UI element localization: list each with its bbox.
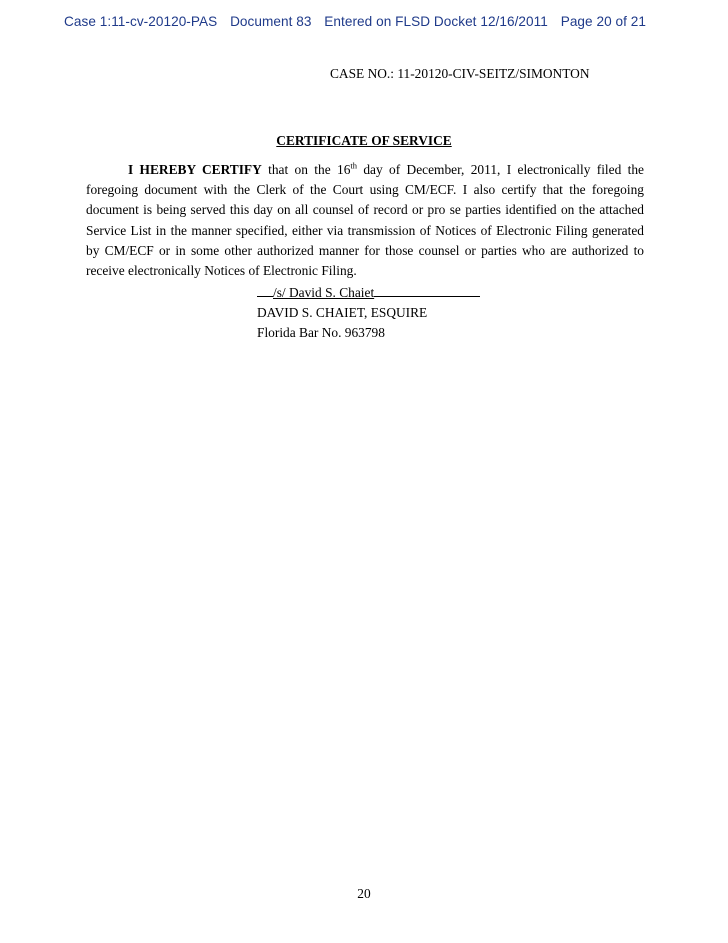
bar-number: Florida Bar No. 963798: [257, 325, 385, 340]
certificate-title: CERTIFICATE OF SERVICE: [276, 133, 452, 148]
signature-rule-right: [374, 284, 480, 297]
certify-lead: I HEREBY CERTIFY: [128, 162, 262, 177]
stamp-entered: Entered on FLSD Docket 12/16/2011: [324, 14, 548, 29]
signature-line: [257, 283, 480, 303]
signature-block: [257, 283, 480, 343]
certificate-body: [86, 160, 644, 281]
date-superscript: th: [350, 160, 358, 171]
signature-electronic: /s/ David S. Chaiet: [273, 285, 375, 300]
page-number: 20: [357, 886, 371, 901]
case-number: CASE NO.: 11-20120-CIV-SEITZ/SIMONTON: [330, 66, 590, 81]
stamp-case: Case 1:11-cv-20120-PAS: [64, 14, 218, 29]
stamp-page: Page 20 of 21: [560, 14, 647, 29]
docket-header-stamp: [64, 14, 668, 29]
signature-rule-left: [257, 284, 273, 297]
stamp-document: Document 83: [230, 14, 312, 29]
certify-text-rest: day of December, 2011, I electronically filed the foregoing document with the Clerk of the Court using CM/ECF. I also certify that the foregoing document is being served this day on all counsel of record or pro se parties identified on the attached Service List in the manner specified, either via transmission of Notices of Electronic Filing generated by CM/ECF or in some other authorized manner for those counsel or parties who are authorized to receive electronically Notices of Electronic Filing.: [86, 162, 644, 279]
certify-text-start: that on the 16: [261, 162, 351, 177]
signer-name: DAVID S. CHAIET, ESQUIRE: [257, 305, 428, 320]
